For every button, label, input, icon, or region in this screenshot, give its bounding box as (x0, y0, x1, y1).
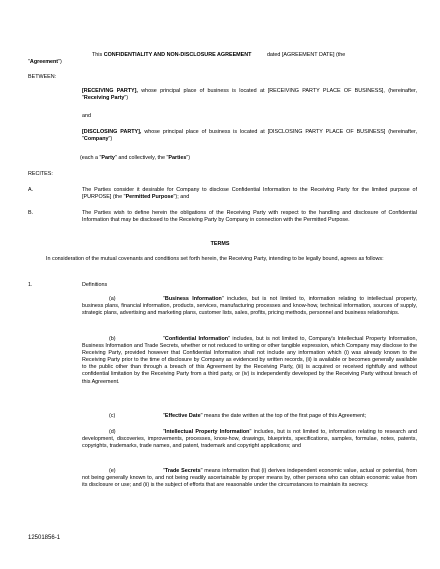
intro-this: This (92, 52, 103, 58)
receiving-party-name: [RECEIVING PARTY], (82, 88, 138, 94)
definition-e-label: (e) (109, 468, 116, 474)
definition-c: (c) "Effective Date" means the date written at the top of the first page of this Agreement; (82, 413, 417, 420)
agreement-term: Agreement (29, 59, 59, 66)
parties-term: Parties (168, 155, 187, 161)
receiving-party-term: Receiving Party (83, 95, 125, 102)
effective-date-term: Effective Date (164, 413, 201, 419)
section-1-title: Definitions (82, 282, 108, 288)
consideration-paragraph: In consideration of the mutual covenants and conditions set forth herein, the Receiving Party, intending to be legally bound, agrees as follows: (46, 256, 384, 262)
recital-b-label: B. (28, 210, 34, 216)
intro-dated: dated [AGREEMENT DATE] (the (266, 52, 346, 58)
business-information-term: Business Information (164, 296, 222, 302)
agreement-title: CONFIDENTIALITY AND NON-DISCLOSURE AGREEMENT (103, 52, 252, 58)
definition-d-label: (d) (109, 429, 116, 435)
permitted-purpose-term: Permitted Purpose (125, 194, 174, 201)
recital-a-label: A. (28, 187, 34, 193)
party-term: Party (101, 155, 115, 161)
disclosing-party-name: [DISCLOSING PARTY], (82, 129, 142, 135)
definition-d: (d) "Intellectual Property Information" includes, but is not limited to, information relating to research and development, discoveries, improvements, processes, know-how, drawings, blueprints, specifications, samples, formulae, notes, patents, copyrights, trademarks, trade names, and patent, trademark and copyright applications; and (82, 429, 417, 450)
recital-b-text: The Parties wish to define herein the obligations of the Receiving Party with respect to the handling and disclosure of Confidential Information that may be disclosed to the Receiving Party by Company in connection with the Permitted Purpose. (82, 210, 417, 224)
confidential-information-term: Confidential Information (164, 336, 229, 342)
footer-document-code: 12501856-1 (28, 535, 61, 541)
definition-a-label: (a) (109, 296, 116, 302)
each-party-line: (each a "Party" and collectively, the "Parties") (80, 155, 191, 161)
definition-b: (b) "Confidential Information" includes, but is not limited to, Company's Intellectual Property Information, Business Information and Trade Secrets, whether or not reduced to writing or other tangible expression, which Company may disclose to the Receiving Party, provided however that Confidential Information shall not include any information which (i) was already known to the Receiving Party prior to the time of disclosure by Company as evidenced by written records, (ii) is available or becomes generally available to the public other than through a breach of this Agreement by the Receiving Party, (iii) is acquired or received rightfully and without confidential limitation by the Receiving Party from a third party, or (iv) is independently developed by the Receiving Party without breach of this Agreement. (82, 336, 417, 385)
and-label: and (82, 113, 91, 119)
definition-a: (a) "Business Information" includes, but is not limited to, information relating to intellectual property, business plans, financial information, products, services, manufacturing processes and know-how, technical information, sources of supply, strategic plans, advertising and marketing plans, customer lists, sales, profits, pricing methods, personnel and business relationships. (82, 296, 417, 317)
definition-c-label: (c) (109, 413, 116, 419)
definition-b-label: (b) (109, 336, 116, 342)
intro-paragraph: This CONFIDENTIALITY AND NON-DISCLOSURE AGREEMENT dated [AGREEMENT DATE] (the "Agreement") (28, 52, 346, 66)
between-label: BETWEEN: (28, 74, 57, 80)
trade-secrets-term: Trade Secrets (164, 468, 201, 474)
receiving-party-paragraph: [RECEIVING PARTY], whose principal place of business is located at [RECEIVING PARTY PLACE OF BUSINESS], (hereinafter, "Receiving Party") (82, 88, 417, 102)
terms-heading: TERMS (210, 241, 230, 247)
recital-a-text: The Parties consider it desirable for Company to disclose Confidential Information to the Receiving Party for the limited purpose of [PURPOSE] (the "Permitted Purpose"); and (82, 187, 417, 201)
disclosing-party-paragraph: [DISCLOSING PARTY], whose principal place of business is located at [DISCLOSING PARTY PLACE OF BUSINESS] (hereinafter, "Company") (82, 129, 418, 143)
company-term: Company (83, 136, 109, 143)
intellectual-property-information-term: Intellectual Property Information (164, 429, 250, 435)
recites-label: RECITES: (28, 171, 53, 177)
definition-e: (e) "Trade Secrets" means information that (i) derives independent economic value, actual or potential, from not being generally known to, and not being readily ascertainable by proper means by, other persons who can obtain economic value from its disclosure or use; and (ii) is the subject of efforts that are reasonable under the circumstances to maintain its secrecy. (82, 468, 417, 489)
section-1-number: 1. (28, 282, 33, 288)
